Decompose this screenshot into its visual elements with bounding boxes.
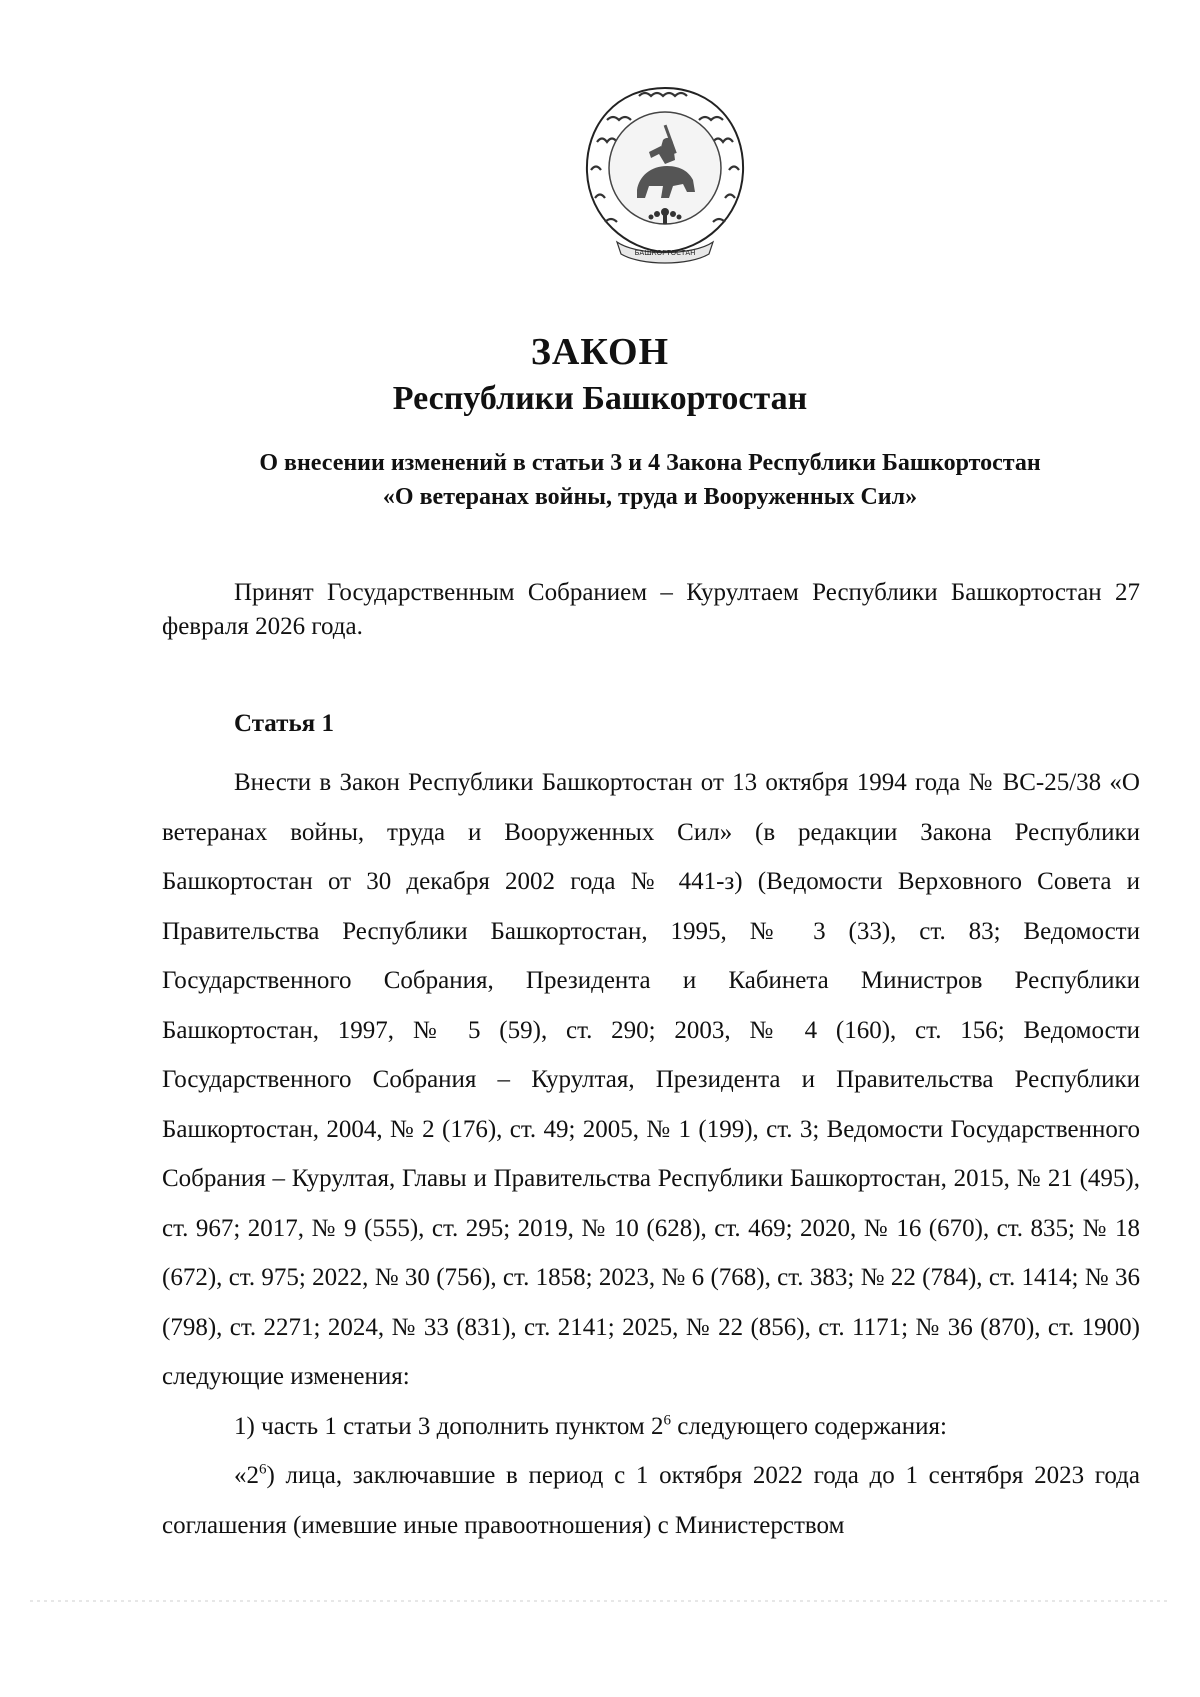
document-title: ЗАКОН	[530, 331, 670, 373]
article-item-1	[162, 1402, 1140, 1452]
article-body	[162, 758, 1140, 1550]
adoption-note: Принят Государственным Собранием – Курултаем Республики Башкортостан 27 февраля 2026 года.	[162, 579, 1140, 640]
item1-suffix: следующего содержания:	[671, 1412, 947, 1440]
quote-superscript: 6	[259, 1461, 267, 1478]
law-subject-line2: «О ветеранах войны, труда и Вооруженных Сил»	[382, 484, 918, 510]
article-intro-paragraph: Внести в Закон Республики Башкортостан от 13 октября 1994 года № ВС-25/38 «О ветеранах войны, труда и Вооруженных Сил» (в редакции Закона Республики Башкортостан от 30 декабря 2002 года № 441-з) (Ведомости Верховного Совета и Правительства Республики Башкортостан, 1995, № 3 (33), ст. 83; Ведомости Государственного Собрания, Президента и Кабинета Министров Республики Башкортостан, 1997, № 5 (59), ст. 290; 2003, № 4 (160), ст. 156; Ведомости Государственного Собрания – Курултая, Президента и Правительства Республики Башкортостан, 2004, № 2 (176), ст. 49; 2005, № 1 (199), ст. 3; Ведомости Государственного Собрания – Курултая, Главы и Правительства Республики Башкортостан, 2015, № 21 (495), ст. 967; 2017, № 9 (555), ст. 295; 2019, № 10 (628), ст. 469; 2020, № 16 (670), ст. 835; № 18 (672), ст. 975; 2022, № 30 (756), ст. 1858; 2023, № 6 (768), ст. 383; № 22 (784), ст. 1414; № 36 (798), ст. 2271; 2024, № 33 (831), ст. 2141; 2025, № 22 (856), ст. 1171; № 36 (870), ст. 1900) следующие изменения:	[162, 769, 1140, 1390]
article-quote-paragraph	[162, 1451, 1140, 1550]
coat-of-arms-icon	[577, 80, 753, 272]
quote-text: ) лица, заключавшие в период с 1 октября 2022 года до 1 сентября 2023 года соглашения (имевшие иные правоотношения) с Министерством	[162, 1462, 1140, 1539]
item1-superscript: 6	[663, 1412, 671, 1429]
document-subtitle: Республики Башкортостан	[392, 380, 808, 417]
scan-artifact-line	[30, 1600, 1170, 1602]
item1-prefix: 1) часть 1 статьи 3 дополнить пунктом 2	[234, 1412, 664, 1440]
article-heading: Статья 1	[234, 710, 334, 737]
law-subject	[150, 446, 1150, 514]
emblem-caption: БАШКОРТОСТАН	[634, 249, 696, 257]
law-subject-line1: О внесении изменений в статьи 3 и 4 Закона Республики Башкортостан	[259, 450, 1041, 476]
quote-open: «2	[234, 1462, 259, 1489]
